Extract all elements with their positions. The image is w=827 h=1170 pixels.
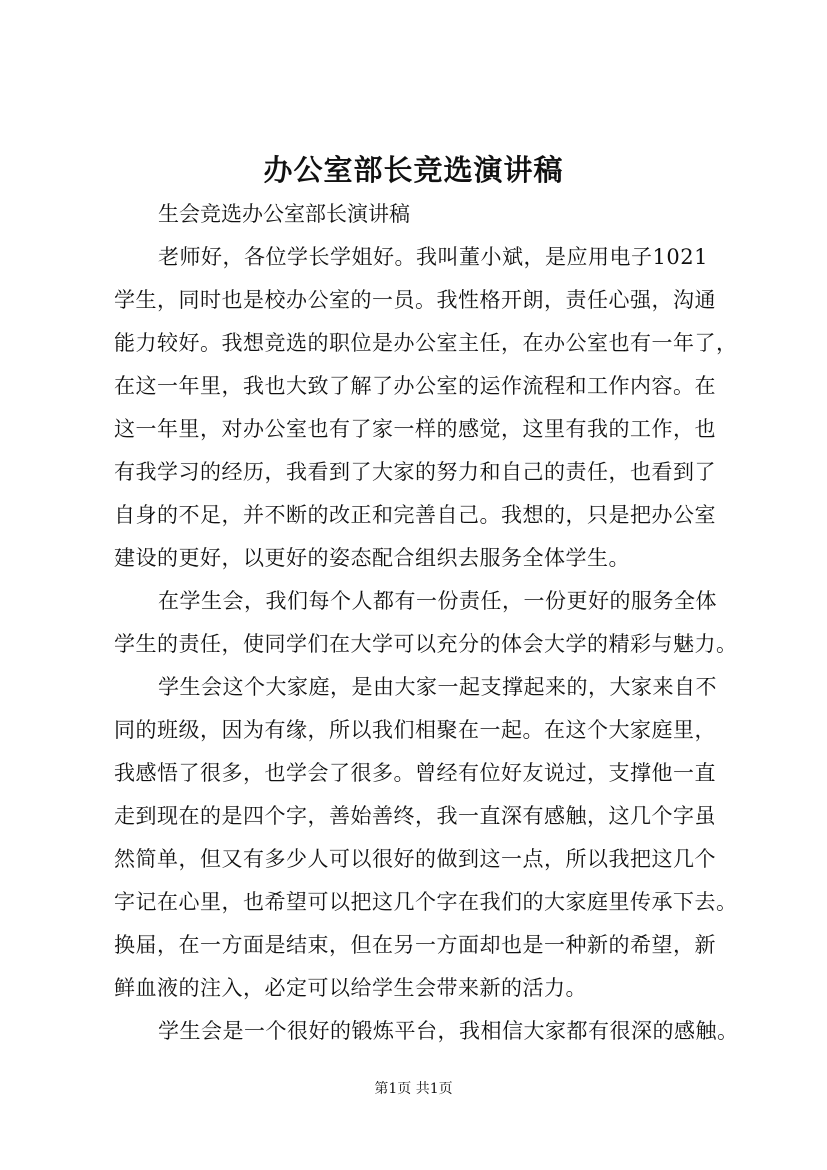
document-title: 办公室部长竞选演讲稿 — [263, 153, 564, 187]
document-subtitle: 生会竞选办公室部长演讲稿 — [158, 202, 410, 226]
body-line: 这一年里，对办公室也有了家一样的感觉，这里有我的工作，也 — [114, 417, 716, 441]
body-line: 走到现在的是四个字，善始善终，我一直深有感触，这几个字虽 — [114, 804, 716, 828]
body-line: 鲜血液的注入，必定可以给学生会带来新的活力。 — [114, 976, 587, 1000]
body-line: 自身的不足，并不断的改正和完善自己。我想的，只是把办公室 — [114, 503, 716, 527]
body-line: 学生会这个大家庭，是由大家一起支撑起来的，大家来自不 — [158, 675, 717, 699]
body-line: 学生会是一个很好的锻炼平台，我相信大家都有很深的感触。 — [158, 1019, 739, 1043]
body-line: 字记在心里，也希望可以把这几个字在我们的大家庭里传承下去。 — [114, 890, 738, 914]
body-line: 学生的责任，使同学们在大学可以充分的体会大学的精彩与魅力。 — [114, 632, 738, 656]
body-line: 我感悟了很多，也学会了很多。曾经有位好友说过，支撑他一直 — [114, 761, 716, 785]
body-line: 在这一年里，我也大致了解了办公室的运作流程和工作内容。在 — [114, 374, 716, 398]
body-line: 同的班级，因为有缘，所以我们相聚在一起。在这个大家庭里， — [114, 718, 716, 742]
body-line: 然简单，但又有多少人可以很好的做到这一点，所以我把这几个 — [114, 847, 716, 871]
body-line: 在学生会，我们每个人都有一份责任，一份更好的服务全体 — [158, 589, 717, 613]
page-footer: 第1页 共1页 — [374, 1081, 453, 1097]
body-line: 能力较好。我想竞选的职位是办公室主任，在办公室也有一年了， — [114, 331, 738, 355]
body-line: 老师好，各位学长学姐好。我叫董小斌，是应用电子1021 — [158, 245, 708, 269]
body-line: 建设的更好，以更好的姿态配合组织去服务全体学生。 — [114, 546, 630, 570]
body-line: 换届，在一方面是结束，但在另一方面却也是一种新的希望，新 — [114, 933, 716, 957]
body-line: 学生，同时也是校办公室的一员。我性格开朗，责任心强，沟通 — [114, 288, 716, 312]
body-line: 有我学习的经历，我看到了大家的努力和自己的责任，也看到了 — [114, 460, 716, 484]
